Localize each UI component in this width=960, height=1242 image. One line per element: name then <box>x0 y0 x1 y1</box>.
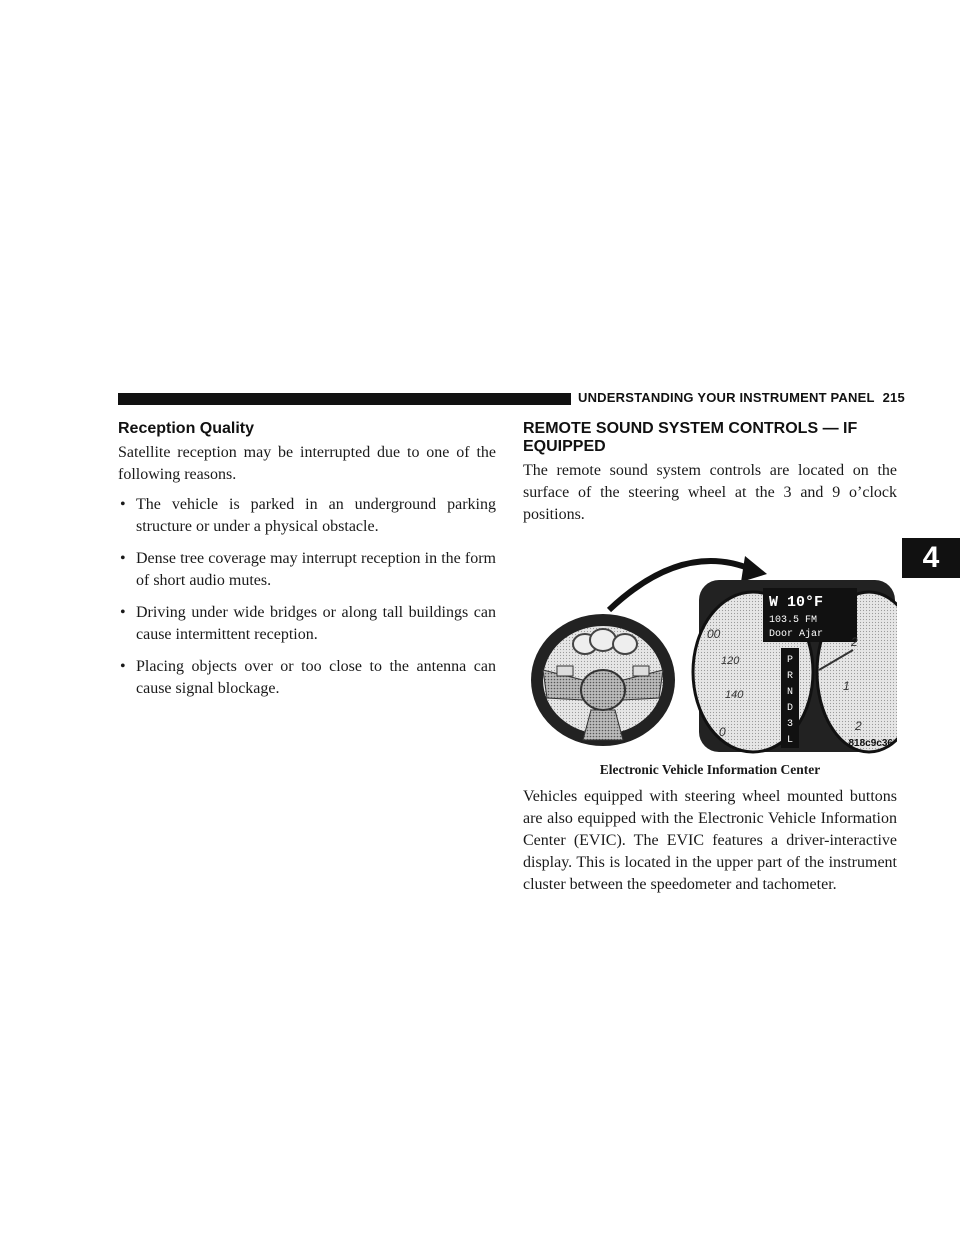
svg-text:103.5 FM: 103.5 FM <box>769 615 818 626</box>
list-item: • The vehicle is parked in an underground parking structure or under a physical obstacle. <box>120 496 496 535</box>
steering-wheel-cluster-illustration <box>523 540 897 760</box>
figure-caption: Electronic Vehicle Information Center <box>599 762 821 777</box>
svg-text:120: 120 <box>721 655 740 667</box>
reception-quality-heading: Reception Quality <box>118 420 255 437</box>
evic-figure <box>523 540 897 760</box>
svg-text:D: D <box>786 703 794 714</box>
header-rule <box>118 393 571 405</box>
list-item: • Dense tree coverage may interrupt reception in the form of short audio mutes. <box>120 550 496 589</box>
svg-text:P: P <box>786 655 794 666</box>
chapter-tab: 4 <box>902 538 960 578</box>
svg-text:2: 2 <box>855 719 862 733</box>
svg-text:140: 140 <box>725 689 744 701</box>
steering-wheel <box>531 614 675 746</box>
svg-text:1: 1 <box>843 679 850 693</box>
svg-text:W 10°F: W 10°F <box>769 594 824 611</box>
right-column <box>523 420 897 896</box>
arrow-head <box>741 556 767 582</box>
list-item: • Placing objects over or too close to the antenna can cause signal blockage. <box>120 658 496 697</box>
svg-text:00: 00 <box>707 627 721 641</box>
svg-text:2: 2 <box>851 635 858 649</box>
svg-text:0: 0 <box>719 725 726 739</box>
page-number: 215 <box>882 390 905 405</box>
remote-controls-heading: REMOTE SOUND SYSTEM CONTROLS — IF EQUIPPED <box>523 420 858 455</box>
left-column <box>118 420 496 710</box>
svg-text:Door Ajar: Door Ajar <box>769 629 824 640</box>
instrument-cluster <box>693 580 897 752</box>
svg-text:N: N <box>786 687 794 698</box>
evic-description: Vehicles equipped with steering wheel mounted buttons are also equipped with the Electronic Vehicle Information Center (EVIC). The EVIC features a driver-interactive display. This is located in the upper part of the instrument cluster between the speedometer and tachometer. <box>523 788 897 893</box>
figure-code: 818c9c36 <box>848 738 893 749</box>
section-title: UNDERSTANDING YOUR INSTRUMENT PANEL <box>578 390 875 405</box>
reception-reasons-list <box>118 494 496 700</box>
reception-intro: Satellite reception may be interrupted due to one of the following reasons. <box>118 444 496 483</box>
remote-controls-intro: The remote sound system controls are located on the surface of the steering wheel at the 3 and 9 o’clock positions. <box>523 462 897 523</box>
list-item: • Driving under wide bridges or along tall buildings can cause intermittent reception. <box>120 604 496 643</box>
svg-text:3: 3 <box>786 719 794 730</box>
svg-text:L: L <box>786 735 794 746</box>
svg-text:R: R <box>786 671 794 682</box>
running-header <box>578 390 905 405</box>
